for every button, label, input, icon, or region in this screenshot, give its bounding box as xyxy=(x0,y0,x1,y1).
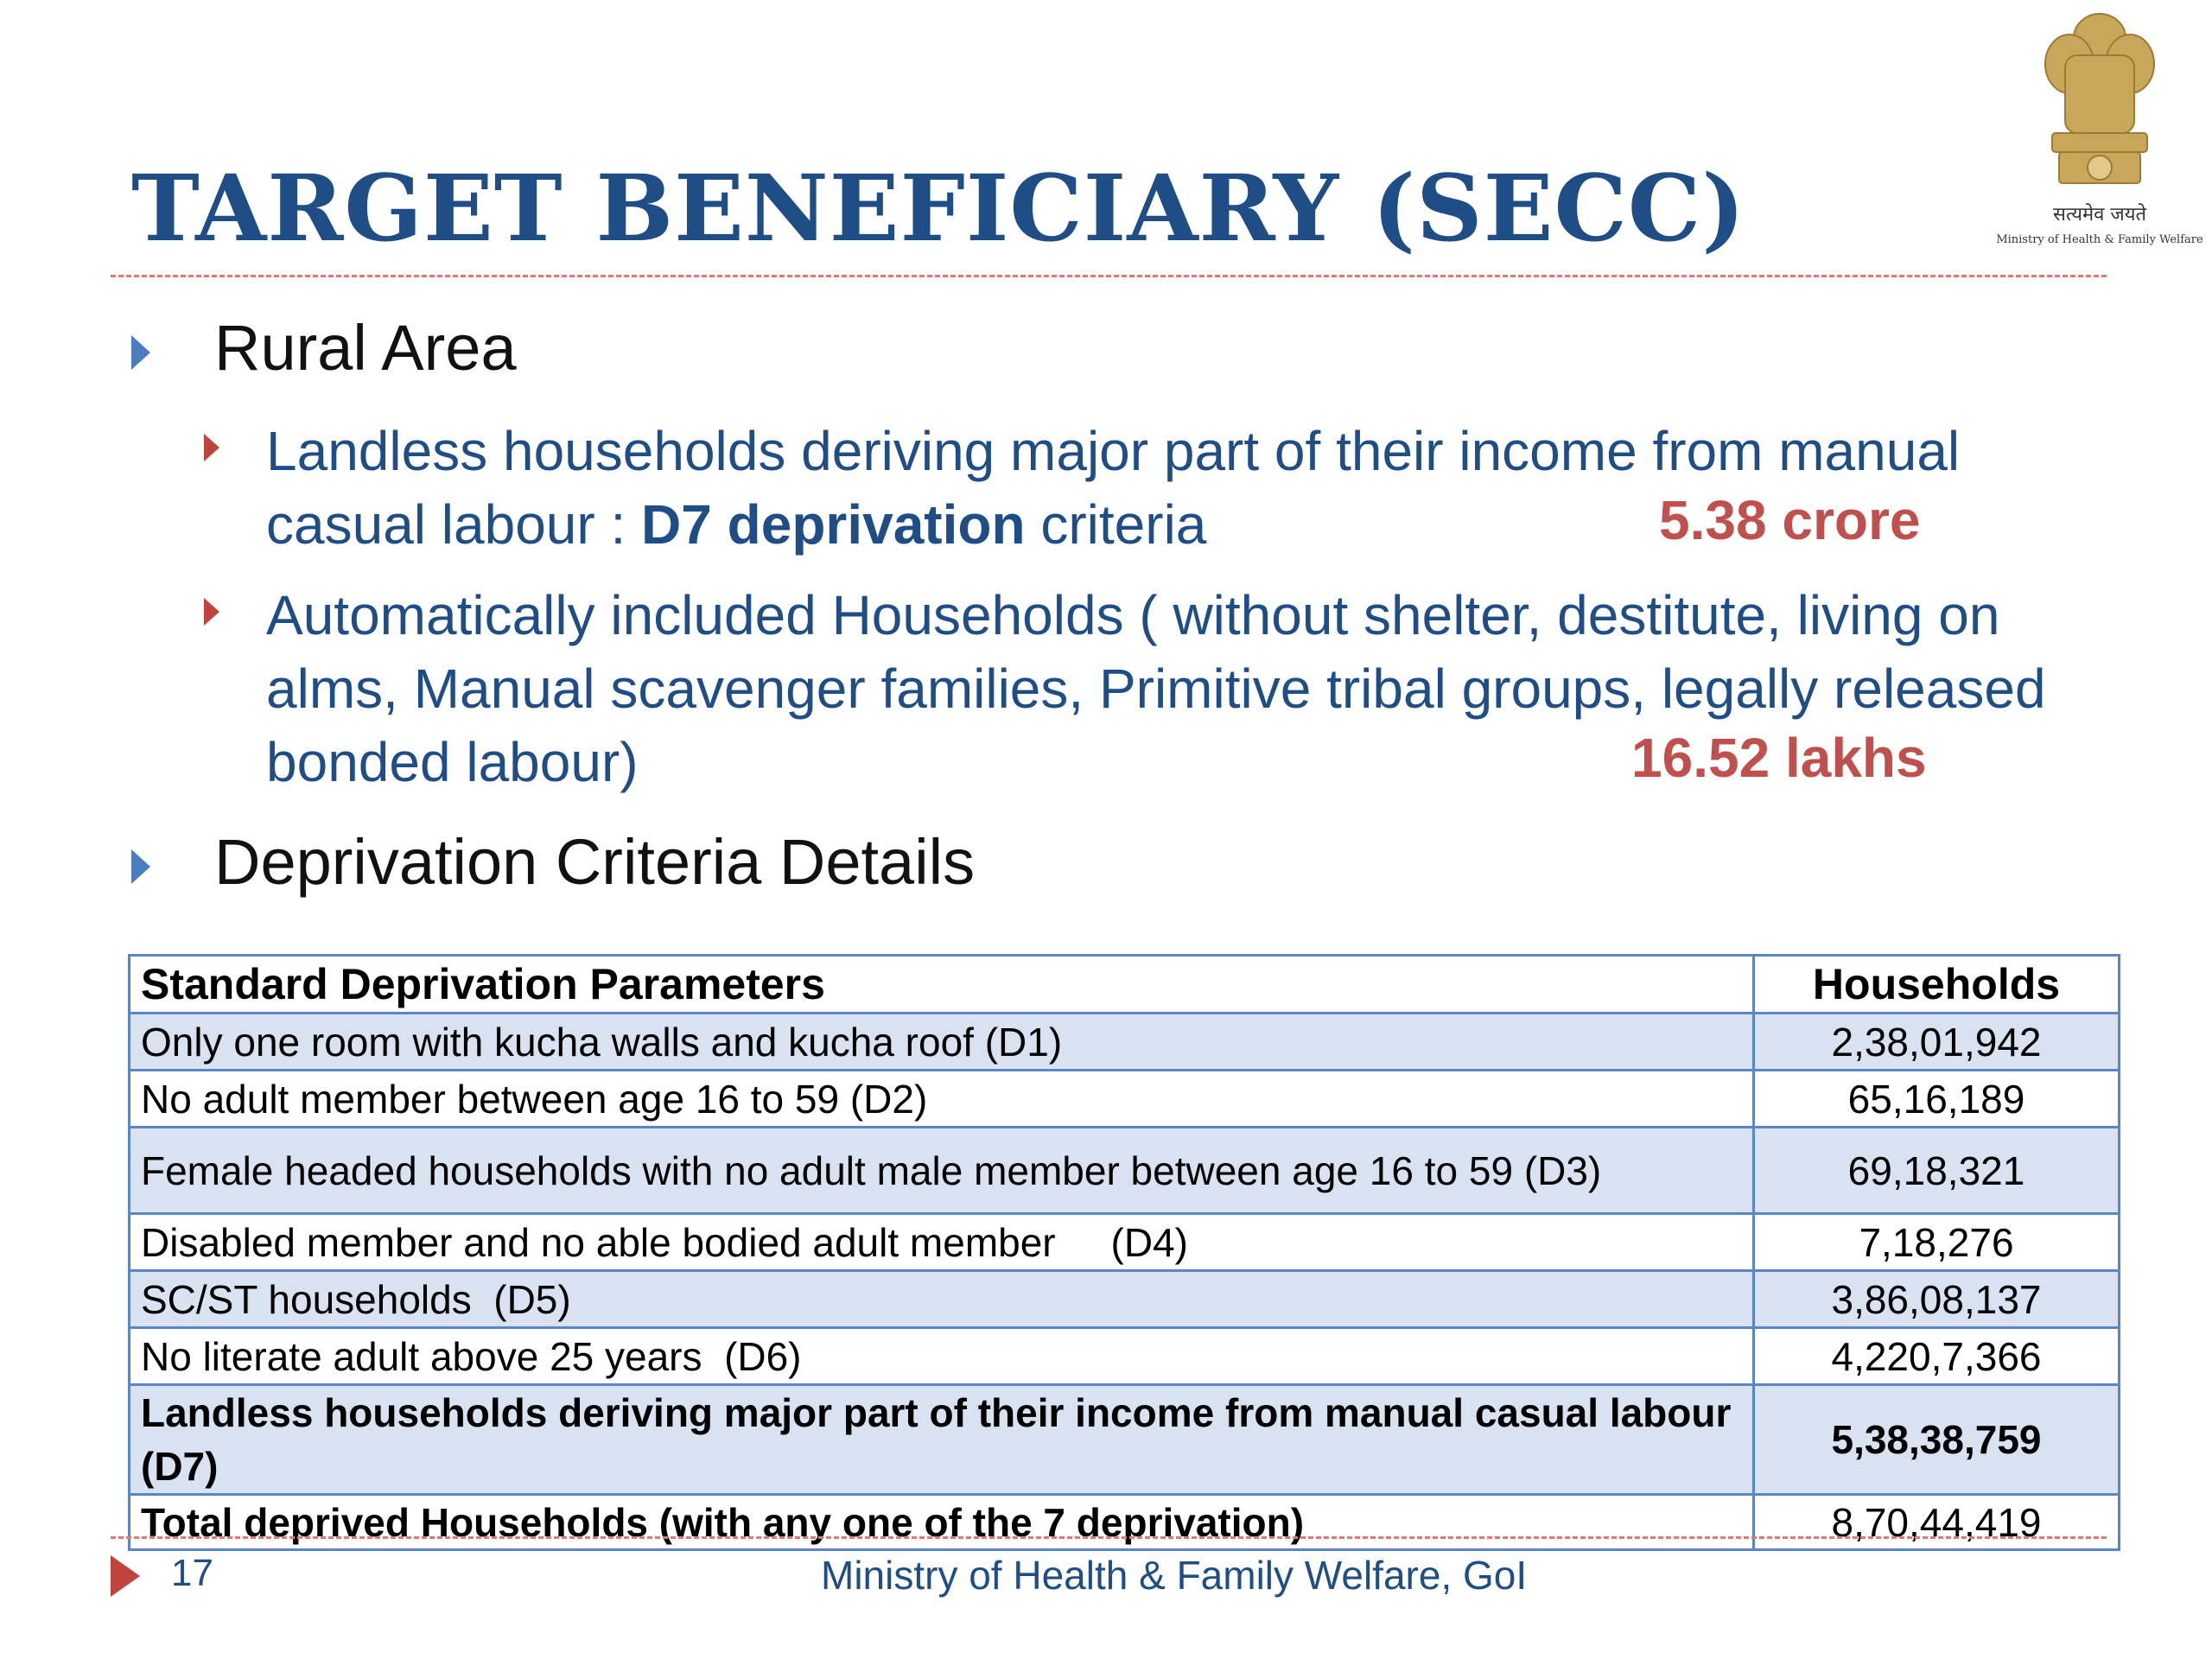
param-cell: No adult member between age 16 to 59 (D2) xyxy=(130,1071,1754,1128)
footer-arrow-icon xyxy=(111,1555,140,1597)
param-cell: Total deprived Households (with any one of the 7 deprivation) xyxy=(130,1495,1754,1550)
sub-bullet-arrow-icon xyxy=(204,598,219,626)
bullet-rural-area xyxy=(131,311,517,385)
title-divider xyxy=(111,275,2107,277)
emblem-motto: सत्यमेव जयते xyxy=(2052,204,2147,226)
households-cell: 8,70,44,419 xyxy=(1754,1495,2120,1550)
table-row xyxy=(130,1128,2120,1214)
households-cell: 7,18,276 xyxy=(1754,1214,2120,1271)
param-cell: Landless households deriving major part of their income from manual casual labour (D7) xyxy=(130,1385,1754,1495)
auto-included-figure: 16.52 lakhs xyxy=(1631,727,1927,789)
footer-text: Ministry of Health & Family Welfare, GoI xyxy=(821,1553,1528,1598)
lion-capital-icon xyxy=(2035,3,2164,202)
footer-divider xyxy=(111,1536,2107,1539)
param-cell: No literate adult above 25 years (D6) xyxy=(130,1328,1754,1385)
page-number: 17 xyxy=(171,1552,213,1594)
households-cell: 2,38,01,942 xyxy=(1754,1014,2120,1071)
param-cell: Only one room with kucha walls and kucha roof (D1) xyxy=(130,1014,1754,1071)
landless-figure: 5.38 crore xyxy=(1659,489,1921,551)
bullet-arrow-icon xyxy=(131,335,150,370)
param-cell: Disabled member and no able bodied adult member (D4) xyxy=(130,1214,1754,1271)
bullet-arrow-icon xyxy=(131,849,150,884)
sub-bullet-arrow-icon xyxy=(204,434,219,461)
deprivation-table xyxy=(128,954,2120,1551)
d7-criteria-bold: D7 deprivation xyxy=(641,493,1026,556)
table-row xyxy=(130,1014,2120,1071)
auto-included-text: Automatically included Households ( without shelter, destitute, living on alms, Manual scavenger families, Primitive tribal groups, legally released bonded labour) xyxy=(266,584,2046,793)
param-cell: Female headed households with no adult male member between age 16 to 59 (D3) xyxy=(130,1128,1754,1214)
national-emblem xyxy=(1987,3,2212,254)
table-row xyxy=(130,1071,2120,1128)
table-row xyxy=(130,1328,2120,1385)
bullet-deprivation xyxy=(131,825,975,899)
households-cell: 69,18,321 xyxy=(1754,1128,2120,1214)
households-cell: 65,16,189 xyxy=(1754,1071,2120,1128)
emblem-ministry-text: Ministry of Health & Family Welfare xyxy=(1996,233,2203,246)
table-row xyxy=(130,1214,2120,1271)
table-row-total xyxy=(130,1495,2120,1550)
households-cell: 4,220,7,366 xyxy=(1754,1328,2120,1385)
slide-title: TARGET BENEFICIARY (SECC) xyxy=(131,154,1746,262)
households-cell: 3,86,08,137 xyxy=(1754,1271,2120,1328)
deprivation-heading: Deprivation Criteria Details xyxy=(214,826,976,898)
table-row xyxy=(130,1271,2120,1328)
rural-heading: Rural Area xyxy=(214,312,517,384)
column-header-parameters: Standard Deprivation Parameters xyxy=(130,956,1754,1014)
table-row xyxy=(130,1385,2120,1495)
households-cell: 5,38,38,759 xyxy=(1754,1385,2120,1495)
param-cell: SC/ST households (D5) xyxy=(130,1271,1754,1328)
table-header-row xyxy=(130,956,2120,1014)
landless-text: Landless households deriving major part of their income from manual casual labour : D7 deprivation criteria xyxy=(266,420,1961,556)
column-header-households: Households xyxy=(1754,956,2120,1014)
